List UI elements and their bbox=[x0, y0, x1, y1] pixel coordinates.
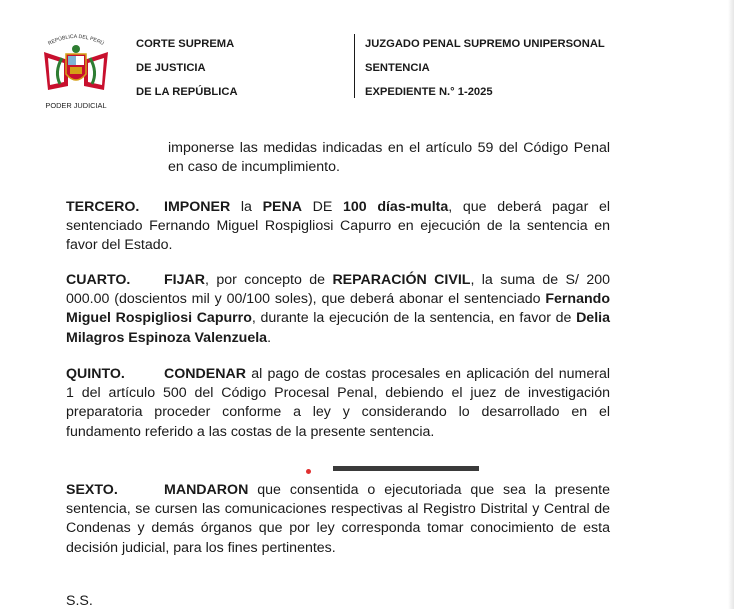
sexto-label: SEXTO. bbox=[66, 482, 118, 498]
case-info bbox=[365, 32, 605, 104]
header-divider bbox=[354, 34, 355, 98]
beneficiary-name: Delia Milagros Espinoza Valenzuela bbox=[66, 310, 610, 346]
sexto-paragraph: SEXTO. MANDARON que consentida o ejecutoriada que sea la presente sentencia, se cursen las comunicaciones respectivas al Registro Distrital y Central de Condenas y demás órganos que por ley corresponda tomar conocimiento de esta decisión judicial, para los fines pertinentes. bbox=[66, 482, 610, 556]
tercero-paragraph: TERCERO. IMPONER la PENA DE 100 días-multa, que deberá pagar el sentenciado Fernando Miguel Rospigliosi Capurro en ejecución de la sentencia en favor del Estado. bbox=[66, 199, 610, 254]
reparacion-civil-text: REPARACIÓN CIVIL bbox=[332, 272, 471, 288]
poder-judicial-emblem bbox=[38, 28, 114, 112]
tercero-label: TERCERO. bbox=[66, 199, 140, 215]
quinto-label: QUINTO. bbox=[66, 366, 125, 382]
pena-text: PENA bbox=[262, 199, 302, 215]
cuarto-paragraph: CUARTO. FIJAR, por concepto de REPARACIÓN CIVIL, la suma de S/ 200 000.00 (doscientos mil y 00/100 soles), que deberá abonar el sentenciado Fernando Miguel Rospigliosi Capurro, durante la ejecución de la sentencia, en favor de Delia Milagros Espinoza Valenzuela. bbox=[66, 272, 611, 346]
emblem-bottom-text: PODER JUDICIAL bbox=[45, 101, 107, 110]
red-dot-mark bbox=[306, 469, 311, 474]
defendant-name: Fernando Miguel Rospigliosi Capurro bbox=[66, 291, 610, 327]
sexto-verb: MANDARON bbox=[164, 482, 249, 498]
juzgado-name: JUZGADO PENAL SUPREMO UNIPERSONAL bbox=[365, 38, 605, 50]
dias-multa-text: 100 días-multa bbox=[343, 199, 449, 215]
court-line: CORTE SUPREMA bbox=[136, 38, 235, 50]
document-type: SENTENCIA bbox=[365, 62, 430, 74]
court-line: DE JUSTICIA bbox=[136, 62, 206, 74]
cuarto-verb: FIJAR bbox=[164, 272, 205, 288]
case-number: EXPEDIENTE N.° 1-2025 bbox=[365, 86, 493, 98]
quinto-verb: CONDENAR bbox=[164, 366, 246, 382]
closing-ss: S.S. bbox=[66, 593, 93, 609]
continuation-paragraph: imponerse las medidas indicadas en el artículo 59 del Código Penal en caso de incumplimiento. bbox=[168, 140, 610, 176]
page-edge-shadow bbox=[728, 0, 734, 609]
emblem-top-text: REPÚBLICA DEL PERÚ bbox=[47, 33, 105, 47]
tercero-verb: IMPONER bbox=[164, 199, 231, 215]
court-name bbox=[136, 32, 238, 104]
court-line: DE LA REPÚBLICA bbox=[136, 86, 238, 98]
quinto-paragraph: QUINTO. CONDENAR al pago de costas procesales en aplicación del numeral 1 del artículo 500 del Código Procesal Penal, debiendo el juez de investigación preparatoria proceder conforme a ley y considerando lo desarrollado en el fundamento referido a las costas de la presente sentencia. bbox=[66, 366, 610, 440]
redaction-bar bbox=[333, 466, 479, 471]
cuarto-label: CUARTO. bbox=[66, 272, 131, 288]
